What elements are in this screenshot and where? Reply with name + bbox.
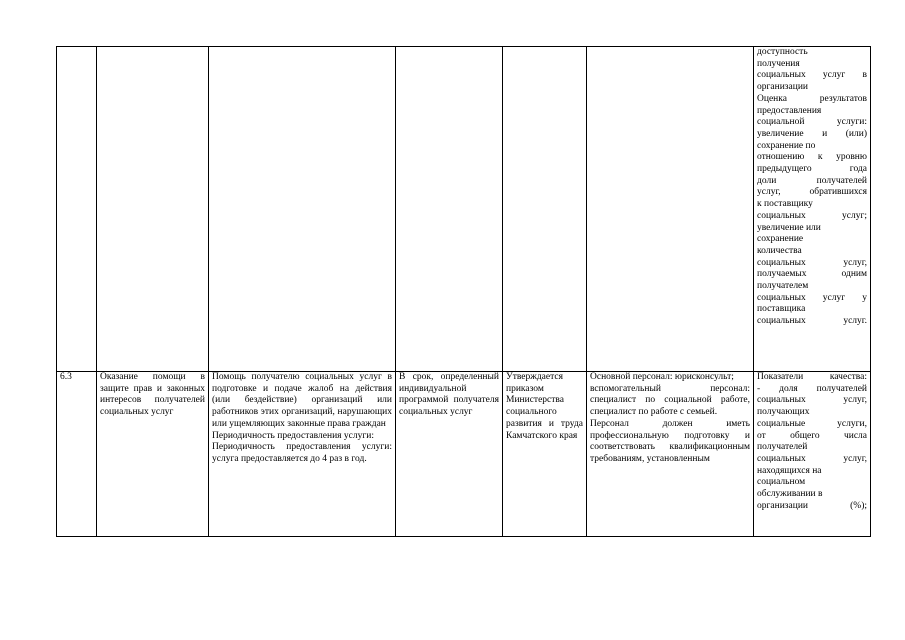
cell-quality	[754, 372, 871, 537]
quality-continuation-line: получения	[757, 58, 800, 69]
service-tariff: Утверждается приказом Министерства социального развития и труда Камчатского края	[506, 372, 583, 441]
quality-continuation-line: социальных услуг у	[757, 292, 867, 303]
quality-indicator-line: находящихся на	[757, 465, 822, 476]
cell-number	[57, 372, 97, 537]
cell-staff-empty	[587, 47, 754, 372]
table-row-6-3	[57, 372, 871, 537]
service-description: Помощь получателю социальных услуг в подготовке и подаче жалоб на действия (или бездействие) организаций или работников этих организаций, нарушающих или ущемляющих законные права граждан	[212, 372, 392, 429]
quality-continuation-line: доли получателей	[757, 175, 867, 186]
row-number: 6.3	[60, 372, 72, 382]
quality-continuation-line: предоставления	[757, 105, 822, 116]
quality-lines	[757, 372, 867, 512]
quality-continuation-line: социальных услуг.	[757, 316, 867, 327]
quality-indicator-line: социальных услуг,	[757, 453, 867, 464]
cell-term-empty	[396, 47, 503, 372]
quality-indicator-line: обслуживании в	[757, 489, 823, 500]
staff-main: Основной персонал: юрисконсульт;	[590, 372, 734, 382]
quality-continuation-line: предыдущего года	[757, 164, 867, 175]
quality-indicator-line: социальных услуг,	[757, 395, 867, 406]
quality-continuation-line: сохранение	[757, 234, 804, 245]
quality-continuation-line: сохранение по	[757, 140, 816, 151]
service-name: Оказание помощи в защите прав и законных интересов получателей социальных услуг	[100, 372, 205, 418]
quality-continuation-line: увеличение или	[757, 222, 821, 233]
quality-indicator-line: социальные услуги,	[757, 418, 867, 429]
quality-continuation-line: социальных услуг в	[757, 70, 867, 81]
periodicity-text-2: Периодичность предоставления услуги: услуга предоставляется до 4 раз в год.	[212, 442, 392, 464]
quality-indicator-line: Показатели качества:	[757, 372, 867, 382]
quality-continuation-line: организации	[757, 82, 809, 93]
staff-requirements: Персонал должен иметь профессиональную подготовку и соответствовать квалификационным требованиям, установленным	[590, 418, 750, 464]
quality-indicator-line: организации (%);	[757, 500, 867, 511]
cell-description-empty	[209, 47, 396, 372]
quality-continuation-line: к поставщику	[757, 199, 813, 210]
cell-name-empty	[97, 47, 209, 372]
quality-continuation-line: количества	[757, 245, 802, 256]
cell-term	[396, 372, 503, 537]
quality-indicator-line: от общего числа	[757, 430, 867, 441]
table-row-continuation	[57, 47, 871, 372]
quality-continuation-line: социальных услуг;	[757, 210, 867, 221]
quality-continuation-line: поставщика	[757, 304, 806, 315]
cell-staff	[587, 372, 754, 537]
cell-tariff	[503, 372, 587, 537]
quality-indicator-line: - доля получателей	[757, 383, 867, 394]
quality-continuation-line: Оценка результатов	[757, 93, 867, 104]
quality-continuation-line: услуг, обратившихся	[757, 187, 867, 198]
cell-tariff-empty	[503, 47, 587, 372]
quality-indicator-line: получающих	[757, 407, 810, 418]
periodicity-text-1: Периодичность предоставления услуги:	[212, 430, 374, 441]
quality-continuation-line: получателем	[757, 281, 809, 292]
staff-auxiliary: вспомогательный персонал: специалист по социальной работе, специалист по работе с семьей.	[590, 383, 750, 418]
quality-indicator-line: социальном	[757, 477, 806, 488]
cell-number-empty	[57, 47, 97, 372]
cell-description	[209, 372, 396, 537]
quality-continuation-line: доступность	[757, 47, 808, 57]
service-term: В срок, определенный индивидуальной программой получателя социальных услуг	[399, 372, 499, 418]
quality-continuation-line: получаемых одним	[757, 269, 867, 280]
quality-continuation-line: социальных услуг,	[757, 257, 867, 268]
quality-continuation-line: увеличение и (или)	[757, 128, 867, 139]
quality-indicator-line: получателей	[757, 442, 808, 453]
services-table	[56, 46, 871, 537]
quality-lines	[757, 47, 867, 328]
quality-continuation-line: социальной услуги:	[757, 117, 867, 128]
quality-continuation-line: отношению к уровню	[757, 152, 867, 163]
cell-quality-continuation	[754, 47, 871, 372]
cell-service-name	[97, 372, 209, 537]
